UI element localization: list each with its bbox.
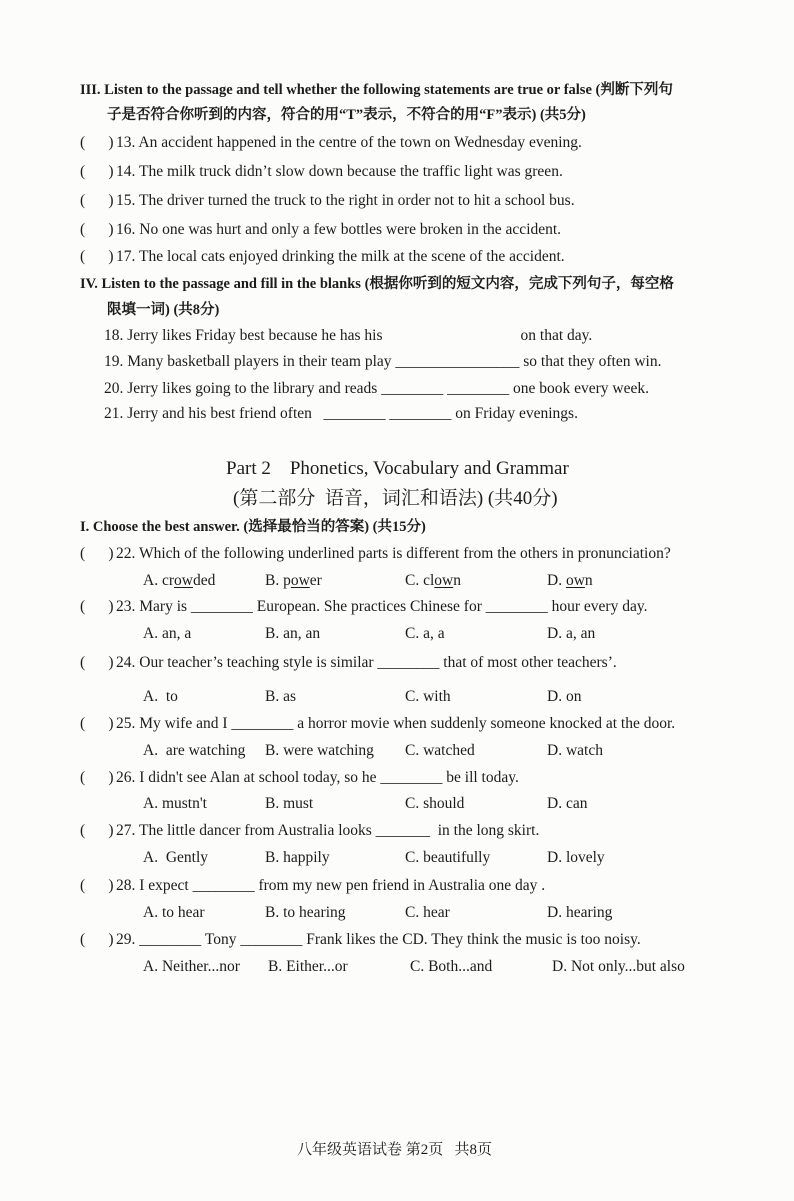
answer-bracket: ( )	[80, 221, 114, 238]
answer-bracket: ( )	[80, 163, 114, 180]
question-22-option-c	[405, 571, 461, 591]
option-text: ded	[192, 572, 216, 589]
answer-bracket: ( )	[80, 134, 114, 151]
question-29-option-b: B. Either...or	[268, 958, 348, 975]
option-text: n	[584, 572, 593, 589]
answer-bracket: ( )	[80, 192, 114, 209]
statement-14: 14. The milk truck didn’t slow down because the traffic light was green.	[116, 163, 563, 180]
option-text: n	[453, 572, 461, 589]
question-28-option-a: A. to hear	[143, 904, 205, 921]
question-26-option-b: B. must	[265, 795, 314, 812]
statement-17: 17. The local cats enjoyed drinking the milk at the scene of the accident.	[116, 248, 565, 265]
question-28-option-c: C. hear	[405, 904, 450, 921]
statement-16: 16. No one was hurt and only a few bottles were broken in the accident.	[116, 221, 562, 238]
question-24-stem: 24. Our teacher’s teaching style is similar ________ that of most other teachers’.	[116, 654, 617, 671]
answer-bracket: ( )	[80, 654, 114, 671]
option-letter: D.	[547, 572, 566, 589]
question-27-option-c: C. beautifully	[405, 849, 491, 866]
fill-blank-20: 20. Jerry likes going to the library and reads ________ ________ one book every week.	[104, 380, 649, 397]
question-25-option-c: C. watched	[405, 742, 475, 759]
question-29-option-c: C. Both...and	[410, 958, 493, 975]
part2-title: Part 2 Phonetics, Vocabulary and Grammar	[226, 458, 569, 479]
option-letter: A.	[143, 572, 162, 589]
question-28-option-b: B. to hearing	[265, 904, 346, 921]
question-23-option-a: A. an, a	[143, 625, 192, 642]
question-29-option-a: A. Neither...nor	[143, 958, 240, 975]
question-23-option-c: C. a, a	[405, 625, 445, 642]
question-24-option-d: D. on	[547, 688, 582, 705]
fill-blank-18-before: 18. Jerry likes Friday best because he has his	[104, 327, 383, 344]
question-26-option-d: D. can	[547, 795, 588, 812]
question-25-option-a: A. are watching	[143, 742, 246, 759]
fill-blank-18	[104, 326, 592, 346]
answer-bracket: ( )	[80, 248, 114, 265]
question-22-option-d	[547, 571, 593, 591]
option-letter: C.	[405, 572, 424, 589]
option-text: cr	[161, 572, 174, 589]
section-iii-heading-line2: 子是否符合你听到的内容，符合的用“T”表示，不符合的用“F”表示) (共5分)	[107, 107, 586, 123]
underlined-part: ow	[174, 572, 193, 589]
page-footer: 八年级英语试卷 第2页 共8页	[297, 1142, 493, 1158]
option-text: p	[283, 572, 291, 589]
question-29-option-d: D. Not only...but also	[552, 958, 685, 975]
question-23-option-b: B. an, an	[265, 625, 321, 642]
answer-bracket: ( )	[80, 545, 114, 562]
question-26-option-c: C. should	[405, 795, 465, 812]
question-25-option-b: B. were watching	[265, 742, 374, 759]
underlined-part: ow	[290, 572, 310, 589]
question-27-option-b: B. happily	[265, 849, 330, 866]
fill-blank-19: 19. Many basketball players in their team play ________________ so that they often win.	[104, 353, 662, 370]
option-text: er	[309, 572, 322, 589]
option-letter: B.	[265, 572, 284, 589]
question-22-option-a	[143, 571, 215, 591]
part2-subtitle: (第二部分 语音，词汇和语法) (共40分)	[233, 488, 558, 509]
statement-13: 13. An accident happened in the centre of the town on Wednesday evening.	[116, 134, 582, 151]
option-text: cl	[423, 572, 435, 589]
question-24-option-a: A. to	[143, 688, 178, 705]
question-24-option-c: C. with	[405, 688, 451, 705]
question-29-stem: 29. ________ Tony ________ Frank likes the CD. They think the music is too noisy.	[116, 931, 641, 948]
question-25-option-d: D. watch	[547, 742, 603, 759]
fill-blank-18-after: on that day.	[520, 327, 593, 344]
answer-bracket: ( )	[80, 715, 114, 732]
question-23-option-d: D. a, an	[547, 625, 596, 642]
fill-blank-21: 21. Jerry and his best friend often ________ ________ on Friday evenings.	[104, 405, 578, 422]
answer-bracket: ( )	[80, 931, 114, 948]
section-i-heading: I. Choose the best answer. (选择最恰当的答案) (共15分)	[80, 519, 426, 535]
question-22-option-b	[265, 571, 322, 591]
answer-bracket: ( )	[80, 877, 114, 894]
question-24-option-b: B. as	[265, 688, 296, 705]
underlined-part: ow	[434, 572, 454, 589]
question-26-option-a: A. mustn't	[143, 795, 207, 812]
question-28-stem: 28. I expect ________ from my new pen friend in Australia one day .	[116, 877, 546, 894]
question-25-stem: 25. My wife and I ________ a horror movie when suddenly someone knocked at the door.	[116, 715, 676, 732]
section-iv-heading-line2: 限填一词) (共8分)	[107, 302, 220, 318]
section-iii-heading-line1: III. Listen to the passage and tell whether the following statements are true or false (判断下列句	[80, 82, 673, 98]
question-28-option-d: D. hearing	[547, 904, 613, 921]
answer-bracket: ( )	[80, 822, 114, 839]
question-26-stem: 26. I didn't see Alan at school today, so he ________ be ill today.	[116, 769, 519, 786]
question-27-option-a: A. Gently	[143, 849, 209, 866]
question-23-stem: 23. Mary is ________ European. She practices Chinese for ________ hour every day.	[116, 598, 648, 615]
question-27-stem: 27. The little dancer from Australia looks _______ in the long skirt.	[116, 822, 540, 839]
underlined-part: ow	[565, 572, 585, 589]
answer-bracket: ( )	[80, 598, 114, 615]
question-22-stem: 22. Which of the following underlined parts is different from the others in pronunciation?	[116, 545, 671, 562]
section-iv-heading-line1: IV. Listen to the passage and fill in the blanks (根据你听到的短文内容，完成下列句子，每空格	[80, 276, 674, 292]
question-27-option-d: D. lovely	[547, 849, 605, 866]
statement-15: 15. The driver turned the truck to the right in order not to hit a school bus.	[116, 192, 575, 209]
answer-bracket: ( )	[80, 769, 114, 786]
